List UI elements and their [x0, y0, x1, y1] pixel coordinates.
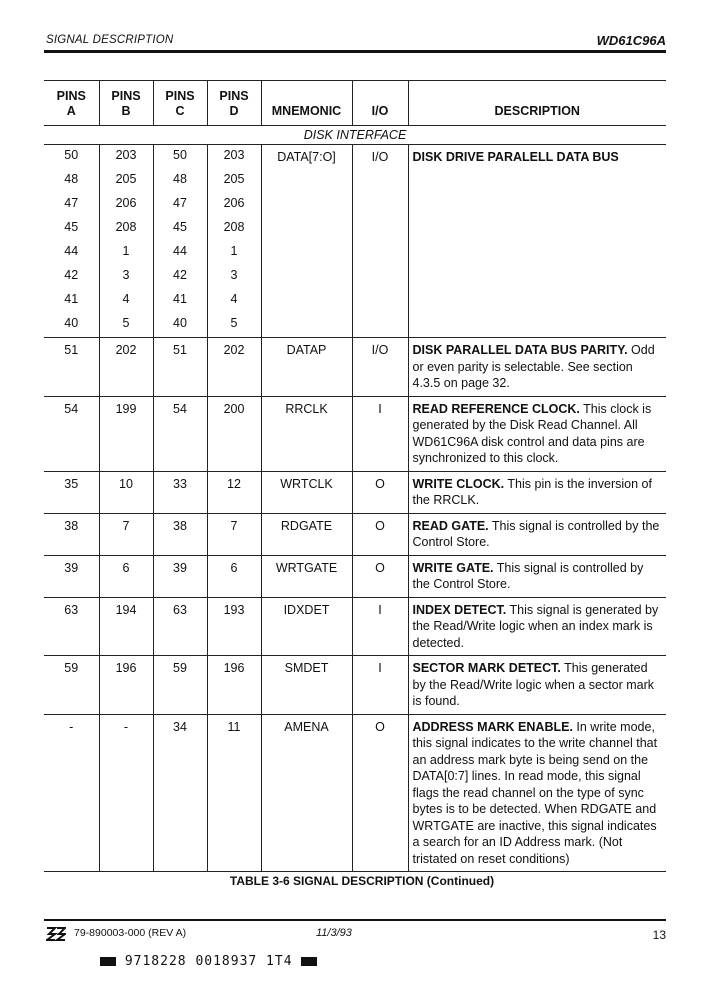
description-text: This clock is generated by the Disk Read Channel. All WD61C96A disk control and data pins are synchronized to this clock. — [412, 401, 652, 465]
mnemonic-cell: DATAP — [261, 338, 352, 397]
io-cell: I — [352, 396, 408, 471]
description-title: SECTOR MARK DETECT. — [412, 661, 561, 675]
mnemonic-cell: RDGATE — [261, 513, 352, 555]
barcode-line — [100, 954, 317, 969]
col-header-io: I/O — [352, 81, 408, 126]
signal-description-table — [44, 80, 666, 872]
col-header-pins-b: PINS B — [99, 81, 153, 126]
table-row — [44, 656, 666, 715]
pins-d-cell: 196 — [207, 656, 261, 715]
col-header-pins-d: PINS D — [207, 81, 261, 126]
table-row — [44, 597, 666, 656]
table-row — [44, 471, 666, 513]
table-row — [44, 338, 666, 397]
io-cell: O — [352, 471, 408, 513]
pins-d-cell: 11 — [207, 714, 261, 872]
pins-c-cell: 63 — [153, 597, 207, 656]
barcode-text: 9718228 0018937 1T4 — [124, 954, 293, 969]
col-header-pins-c: PINS C — [153, 81, 207, 126]
description-cell — [408, 714, 666, 872]
description-cell: DISK DRIVE PARALELL DATA BUS — [408, 145, 666, 338]
pins-c-cell: 38 — [153, 513, 207, 555]
pins-b-cell: 202 — [99, 338, 153, 397]
description-title: READ GATE. — [412, 518, 489, 533]
running-header-part-number: WD61C96A — [596, 33, 666, 48]
pins-d-cell: 193 — [207, 597, 261, 656]
io-cell: I — [352, 656, 408, 715]
description-title: DISK PARALLEL DATA BUS PARITY. — [412, 343, 628, 357]
pins-a-cell: 50 48 47 45 44 42 41 40 — [44, 145, 99, 338]
table-row — [44, 555, 666, 597]
pins-c-cell: 34 — [153, 714, 207, 872]
pins-a-cell: 51 — [44, 338, 99, 397]
description-cell — [408, 338, 666, 397]
mnemonic-cell: IDXDET — [261, 597, 352, 656]
pins-c-cell: 33 — [153, 471, 207, 513]
mnemonic-cell: WRTCLK — [261, 471, 352, 513]
pins-d-cell: 200 — [207, 396, 261, 471]
io-cell: I — [352, 597, 408, 656]
description-cell — [408, 513, 666, 555]
table-caption: TABLE 3-6 SIGNAL DESCRIPTION (Continued) — [229, 874, 495, 888]
footer-rule — [44, 919, 666, 921]
pins-a-cell: 63 — [44, 597, 99, 656]
section-title: DISK INTERFACE — [44, 126, 666, 145]
description-text: This signal is generated by the Read/Write logic when an index mark is detected. — [412, 602, 659, 650]
pins-c-cell: 39 — [153, 555, 207, 597]
io-cell: I/O — [352, 145, 408, 338]
io-cell: O — [352, 714, 408, 872]
header-rule — [44, 50, 666, 53]
description-text: In write mode, this signal indicates to the write channel that an address mark byte is being send on the DATA[0:7] lines. In read mode, this signal flags the read channel on the type of sync bytes is to be detected. When RDGATE and WRTGATE are inactive, this signal indicates a search for an ID Address mark. (Not tristated on reset conditions) — [412, 719, 658, 866]
document-number: 79-890003-000 (REV A) — [74, 927, 187, 939]
pins-d-cell: 202 — [207, 338, 261, 397]
pins-a-cell: 35 — [44, 471, 99, 513]
description-cell — [408, 656, 666, 715]
description-cell — [408, 555, 666, 597]
pins-b-cell: - — [99, 714, 153, 872]
table-row — [44, 714, 666, 872]
table-row — [44, 396, 666, 471]
description-title: ADDRESS MARK ENABLE. — [412, 719, 573, 734]
pins-a-cell: 59 — [44, 656, 99, 715]
io-cell: I/O — [352, 338, 408, 397]
pins-d-cell: 203 205 206 208 1 3 4 5 — [207, 145, 261, 338]
pins-b-cell: 7 — [99, 513, 153, 555]
description-title: WRITE CLOCK. — [412, 476, 505, 491]
description-text: This pin is the inversion of the RRCLK. — [412, 476, 652, 507]
description-text: This signal is controlled by the Control Store. — [412, 518, 660, 549]
mnemonic-cell: WRTGATE — [261, 555, 352, 597]
pins-b-cell: 194 — [99, 597, 153, 656]
pins-b-cell: 6 — [99, 555, 153, 597]
description-title: READ REFERENCE CLOCK. — [412, 401, 580, 416]
pins-c-cell: 59 — [153, 656, 207, 715]
pins-d-cell: 12 — [207, 471, 261, 513]
pins-d-cell: 6 — [207, 555, 261, 597]
description-text: Odd or even parity is selectable. See section 4.3.5 on page 32. — [412, 343, 655, 390]
description-cell — [408, 396, 666, 471]
col-header-mnemonic: MNEMONIC — [261, 81, 352, 126]
pins-a-cell: 54 — [44, 396, 99, 471]
description-cell — [408, 597, 666, 656]
io-cell: O — [352, 555, 408, 597]
pins-a-cell: - — [44, 714, 99, 872]
mnemonic-cell: AMENA — [261, 714, 352, 872]
company-logo-icon — [46, 926, 66, 942]
col-header-pins-a: PINS A — [44, 81, 99, 126]
table-header-row — [44, 81, 666, 126]
table-row — [44, 513, 666, 555]
running-header-section: SIGNAL DESCRIPTION — [46, 34, 174, 46]
pins-b-cell: 10 — [99, 471, 153, 513]
barcode-block-icon — [100, 957, 116, 966]
pins-b-cell: 203 205 206 208 1 3 4 5 — [99, 145, 153, 338]
pins-c-cell: 51 — [153, 338, 207, 397]
description-text: This signal is controlled by the Control Store. — [412, 560, 644, 591]
mnemonic-cell: RRCLK — [261, 396, 352, 471]
pins-c-cell: 54 — [153, 396, 207, 471]
pins-d-cell: 7 — [207, 513, 261, 555]
section-row — [44, 126, 666, 145]
table-row — [44, 145, 666, 338]
description-title: INDEX DETECT. — [412, 602, 507, 617]
description-cell — [408, 471, 666, 513]
pins-c-cell: 50 48 47 45 44 42 41 40 — [153, 145, 207, 338]
document-date: 11/3/93 — [316, 927, 352, 939]
io-cell: O — [352, 513, 408, 555]
description-title: WRITE GATE. — [412, 560, 494, 575]
pins-a-cell: 39 — [44, 555, 99, 597]
pins-b-cell: 196 — [99, 656, 153, 715]
description-text: This generated by the Read/Write logic when a sector mark is found. — [412, 661, 655, 708]
pins-a-cell: 38 — [44, 513, 99, 555]
col-header-description: DESCRIPTION — [408, 81, 666, 126]
mnemonic-cell: DATA[7:O] — [261, 145, 352, 338]
mnemonic-cell: SMDET — [261, 656, 352, 715]
barcode-block-icon — [301, 957, 317, 966]
page-number: 13 — [652, 928, 666, 942]
pins-b-cell: 199 — [99, 396, 153, 471]
